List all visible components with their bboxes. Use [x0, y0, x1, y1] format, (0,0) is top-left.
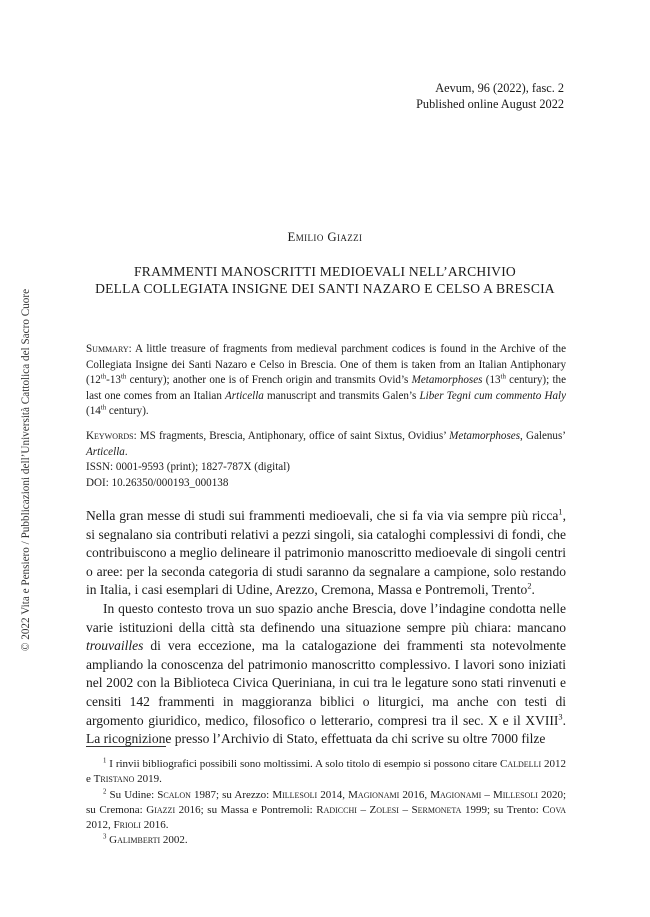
- journal-info: [416, 80, 564, 112]
- summary-italic: Liber Tegni cum commento Haly: [419, 389, 567, 402]
- footnote-text: 2016; su Massa e Pontremoli:: [175, 803, 317, 816]
- keywords-line: [86, 429, 566, 460]
- cited-author: Tristano: [93, 773, 135, 786]
- cited-author: Cova: [542, 803, 566, 816]
- footnote-ref: 2: [527, 581, 532, 591]
- summary-text: (13: [482, 374, 501, 387]
- summary-italic: Metamorphoses: [411, 374, 483, 387]
- summary-text: (14: [86, 405, 101, 418]
- cited-author: Frioli: [113, 819, 141, 832]
- summary-text: manuscript and transmits Galen’s: [263, 389, 420, 402]
- footnote-text: 2002.: [160, 834, 188, 847]
- footnote-text: 2012 e: [86, 758, 567, 786]
- article-title: [80, 263, 570, 297]
- paragraph-text: , si segnalano sia contributi relativi a pezzi singoli, sia cataloghi complessivi di fondi, che contribuiscono a meglio delineare il patrimonio manoscritto medioevale di singoli centri o aree: per la seconda categoria di studi saranno da segnalare a campione, solo restando in Italia, i casi esemplari di Udine, Arezzo, Cremona, Massa e Pontremoli, Trento: [86, 508, 566, 598]
- footnote-text: 2016,: [399, 788, 431, 801]
- summary-abstract: [86, 342, 566, 420]
- cited-author: Caldelli: [500, 758, 542, 770]
- issn-line: ISSN: 0001-9593 (print); 1827-787X (digital): [86, 461, 290, 474]
- paragraph-text: .: [531, 582, 535, 598]
- footnote-number: 1: [103, 757, 107, 765]
- keywords-text: .: [124, 445, 128, 458]
- paragraph-italic: trouvailles: [86, 638, 144, 654]
- footnote-ref: 3: [558, 712, 563, 722]
- footnote-text: 2020; su Cremona:: [86, 788, 567, 816]
- footnote-text: 1999; su Trento:: [461, 803, 543, 816]
- paragraph-text: . La ricognizione presso l’Archivio di Stato, effettuata da chi scrive su oltre 7000 filze: [86, 712, 566, 747]
- keywords-block: [86, 429, 566, 491]
- footnote-text: 2012,: [86, 819, 114, 832]
- summary-text: century).: [106, 405, 149, 418]
- title-line-2: DELLA COLLEGIATA INSIGNE DEI SANTI NAZARO E CELSO A BRESCIA: [95, 281, 555, 296]
- footnote-1: [86, 757, 566, 788]
- cited-author: Galimberti: [106, 834, 161, 847]
- superscript: th: [500, 373, 506, 381]
- body-text: [86, 507, 566, 749]
- cited-author: Scalon: [157, 788, 191, 801]
- footnote-number: 3: [103, 833, 107, 841]
- superscript: th: [100, 404, 107, 412]
- summary-text: century); the last one comes from an Italian: [86, 374, 567, 402]
- paragraph-2: [86, 600, 566, 749]
- footnote-divider: [86, 746, 166, 747]
- title-line-1: FRAMMENTI MANOSCRITTI MEDIOEVALI NELL’ARCHIVIO: [134, 264, 516, 279]
- summary-text: -13: [106, 374, 121, 387]
- paragraph-text: In questo contesto trova un suo spazio anche Brescia, dove l’indagine condotta nelle varie istituzioni della città sta definendo una situazione sempre più chiara: mancano: [86, 600, 566, 635]
- footnote-text: I rinvii bibliografici possibili sono moltissimi. A solo titolo di esempio si possono citare: [106, 758, 501, 770]
- footnote-3: [86, 833, 566, 848]
- footnote-text: 2016.: [140, 819, 169, 832]
- cited-author: Radicchi – Zolesi – Sermoneta: [316, 803, 462, 816]
- footnote-number: 2: [103, 787, 107, 795]
- doi-line: DOI: 10.26350/000193_000138: [86, 476, 229, 489]
- summary-text: A little treasure of fragments from medieval parchment codices is found in the Archive of the Collegiata Insigne dei Santi Nazaro e Celso in Brescia. One of them is taken from an Italian Antiphonary (12: [86, 343, 566, 387]
- journal-citation: Aevum, 96 (2022), fasc. 2: [435, 81, 564, 95]
- footnotes: [86, 757, 566, 849]
- keywords-italic: Articella: [86, 445, 125, 458]
- superscript: th: [120, 373, 127, 381]
- footnote-text: Su Udine:: [106, 788, 158, 801]
- paragraph-text: Nella gran messe di studi sui frammenti medioevali, che si fa via via sempre più ricca: [86, 508, 559, 523]
- cited-author: Millesoli: [272, 788, 318, 801]
- cited-author: Giazzi: [146, 803, 176, 816]
- paragraph-1: [86, 507, 566, 600]
- superscript: th: [100, 373, 107, 381]
- footnote-ref: 1: [558, 507, 563, 517]
- footnote-text: 2014,: [317, 788, 349, 801]
- keywords-text: MS fragments, Brescia, Antiphonary, office of saint Sixtus, Ovidius’: [136, 430, 450, 442]
- keywords-text: , Galenus’: [520, 430, 566, 442]
- cited-author: Magionami – Millesoli: [430, 788, 538, 801]
- keywords-label: Keywords:: [86, 430, 137, 442]
- summary-label: Summary:: [86, 343, 132, 355]
- cited-author: Magionami: [348, 788, 400, 801]
- footnote-text: 1987; su Arezzo:: [190, 788, 273, 801]
- footnote-2: [86, 788, 566, 834]
- author-name: Emilio Giazzi: [287, 230, 363, 244]
- footnote-text: 2019.: [134, 773, 162, 786]
- publication-date: Published online August 2022: [416, 97, 564, 111]
- copyright-text: © 2022 Vita e Pensiero / Pubblicazioni dell’Università Cattolica del Sacro Cuore: [20, 288, 32, 652]
- keywords-italic: Metamorphoses: [449, 430, 521, 442]
- paragraph-text: di vera eccezione, ma la catalogazione dei frammenti sta notevolmente ampliando la conoscenza del patrimonio manoscritto complessivo. I lavori sono iniziati nel 2002 con la Biblioteca Civica Queriniana, in cui tra le legature sono stati rinvenuti e censiti 142 frammenti in maggioranza biblici o liturgici, ma anche con testi di argomento giuridico, medico, filosofico o letterario, compresi tra il sec. X e il XVIII: [86, 638, 566, 728]
- summary-text: century); another one is of French origin and transmits Ovid’s: [126, 374, 412, 387]
- summary-italic: Articella: [225, 389, 264, 402]
